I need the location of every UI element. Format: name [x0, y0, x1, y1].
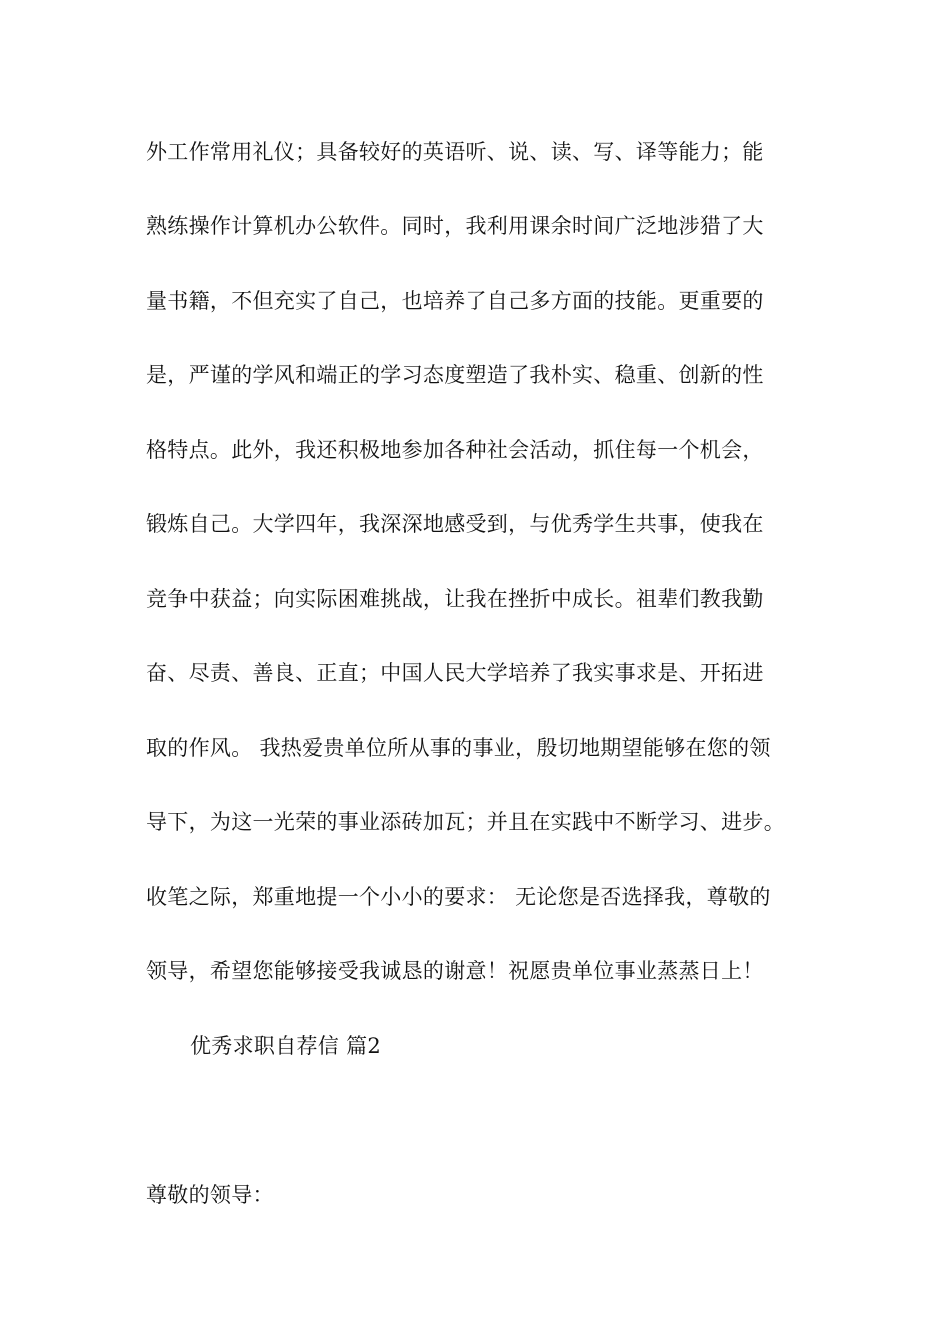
section-heading: 优秀求职自荐信 篇2 [190, 1034, 382, 1058]
body-line-9: 取的作风。 我热爱贵单位所从事的事业，殷切地期望能够在您的领 [146, 736, 771, 760]
salutation: 尊敬的领导： [146, 1183, 274, 1207]
body-line-1: 外工作常用礼仪；具备较好的英语听、说、读、写、译等能力；能 [146, 140, 764, 164]
body-line-5: 格特点。此外，我还积极地参加各种社会活动，抓住每一个机会， [146, 438, 764, 462]
body-line-2: 熟练操作计算机办公软件。同时，我利用课余时间广泛地涉猎了大 [146, 214, 764, 238]
body-line-11: 收笔之际，郑重地提一个小小的要求： 无论您是否选择我，尊敬的 [146, 885, 771, 909]
body-line-6: 锻炼自己。大学四年，我深深地感受到，与优秀学生共事，使我在 [146, 512, 764, 536]
body-line-3: 量书籍，不但充实了自己，也培养了自己多方面的技能。更重要的 [146, 289, 764, 313]
body-line-4: 是，严谨的学风和端正的学习态度塑造了我朴实、稳重、创新的性 [146, 363, 764, 387]
body-line-8: 奋、尽责、善良、正直；中国人民大学培养了我实事求是、开拓进 [146, 661, 764, 685]
body-line-10: 导下，为这一光荣的事业添砖加瓦；并且在实践中不断学习、进步。 [146, 810, 785, 834]
body-line-7: 竞争中获益；向实际困难挑战，让我在挫折中成长。祖辈们教我勤 [146, 587, 764, 611]
body-line-12: 领导，希望您能够接受我诚恳的谢意！祝愿贵单位事业蒸蒸日上！ [146, 959, 764, 983]
